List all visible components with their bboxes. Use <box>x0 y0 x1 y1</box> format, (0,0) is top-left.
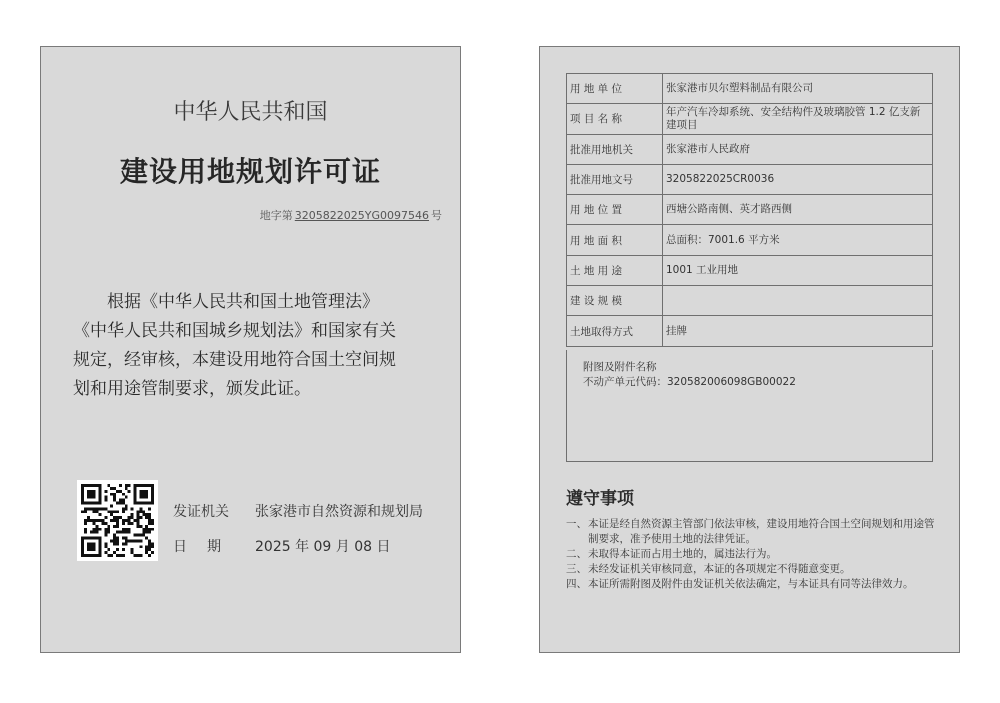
row-value: 张家港市人民政府 <box>663 134 933 164</box>
attachments-label: 附图及附件名称 <box>583 361 657 373</box>
number-value: 3205822025YG0097546 <box>294 209 429 222</box>
note-text: 本证所需附图及附件由发证机关依法确定，与本证具有同等法律效力。 <box>588 578 914 590</box>
country-name: 中华人民共和国 <box>173 100 328 125</box>
row-value <box>663 286 933 316</box>
attachments-box <box>566 350 933 462</box>
table-row <box>567 134 933 164</box>
note-item <box>566 577 936 592</box>
row-value: 1001 工业用地 <box>663 255 933 285</box>
row-value: 总面积：7001.6 平方米 <box>663 225 933 255</box>
note-number: 二、 <box>566 548 587 560</box>
notes-title: 遵守事项 <box>566 489 634 509</box>
row-label: 用 地 位 置 <box>567 195 663 225</box>
body-line: 规定，经审核，本建设用地符合国土空间规 <box>73 350 396 370</box>
table-row <box>567 316 933 346</box>
certificate-number <box>260 207 442 223</box>
qr-code <box>77 480 158 561</box>
note-item <box>566 517 936 547</box>
note-text: 本证是经自然资源主管部门依法审核，建设用地符合国土空间规划和用途管制要求，准予使用土地的法律凭证。 <box>588 518 935 545</box>
date-value: 2025 年 09 月 08 日 <box>255 539 391 555</box>
body-line: 根据《中华人民共和国土地管理法》 <box>107 292 379 312</box>
notes-list <box>566 517 936 592</box>
table-row <box>567 286 933 316</box>
note-number: 四、 <box>566 578 587 590</box>
certificate-front-page <box>40 46 461 653</box>
issue-date <box>173 536 391 556</box>
row-label: 土 地 用 途 <box>567 255 663 285</box>
note-item <box>566 562 936 577</box>
row-label: 土地取得方式 <box>567 316 663 346</box>
certificate-back-page <box>539 46 960 653</box>
table-row <box>567 225 933 255</box>
row-label: 用 地 单 位 <box>567 74 663 104</box>
issuing-authority <box>173 501 423 521</box>
note-text: 未经发证机关审核同意，本证的各项规定不得随意变更。 <box>588 563 851 575</box>
table-row <box>567 74 933 104</box>
issuer-label: 发证机关 <box>173 504 229 520</box>
note-number: 一、 <box>566 518 587 530</box>
land-info-table <box>566 73 933 347</box>
table-row <box>567 164 933 194</box>
row-label: 建 设 规 模 <box>567 286 663 316</box>
table-row <box>567 104 933 134</box>
row-value: 3205822025CR0036 <box>663 164 933 194</box>
row-value: 挂牌 <box>663 316 933 346</box>
row-value: 年产汽车冷却系统、安全结构件及玻璃胶管 1.2 亿支新建项目 <box>663 104 933 134</box>
issuer-value: 张家港市自然资源和规划局 <box>255 504 423 520</box>
qr-code-image <box>81 484 154 557</box>
note-number: 三、 <box>566 563 587 575</box>
certificate-body-text <box>73 288 445 404</box>
row-label: 批准用地文号 <box>567 164 663 194</box>
table-row <box>567 255 933 285</box>
certificate-title: 建设用地规划许可证 <box>119 155 381 188</box>
row-label: 用 地 面 积 <box>567 225 663 255</box>
row-label: 项 目 名 称 <box>567 104 663 134</box>
body-line: 《中华人民共和国城乡规划法》和国家有关 <box>73 321 396 341</box>
note-text: 未取得本证而占用土地的，属违法行为。 <box>588 548 777 560</box>
body-line: 划和用途管制要求，颁发此证。 <box>73 379 311 399</box>
row-value: 张家港市贝尔塑料制品有限公司 <box>663 74 933 104</box>
table-row <box>567 195 933 225</box>
date-label: 日期 <box>173 539 241 555</box>
number-suffix: 号 <box>431 209 442 222</box>
note-item <box>566 547 936 562</box>
unit-code: 不动产单元代码：320582006098GB00022 <box>583 376 796 388</box>
row-label: 批准用地机关 <box>567 134 663 164</box>
number-prefix: 地字第 <box>259 209 293 222</box>
row-value: 西塘公路南侧、英才路西侧 <box>663 195 933 225</box>
